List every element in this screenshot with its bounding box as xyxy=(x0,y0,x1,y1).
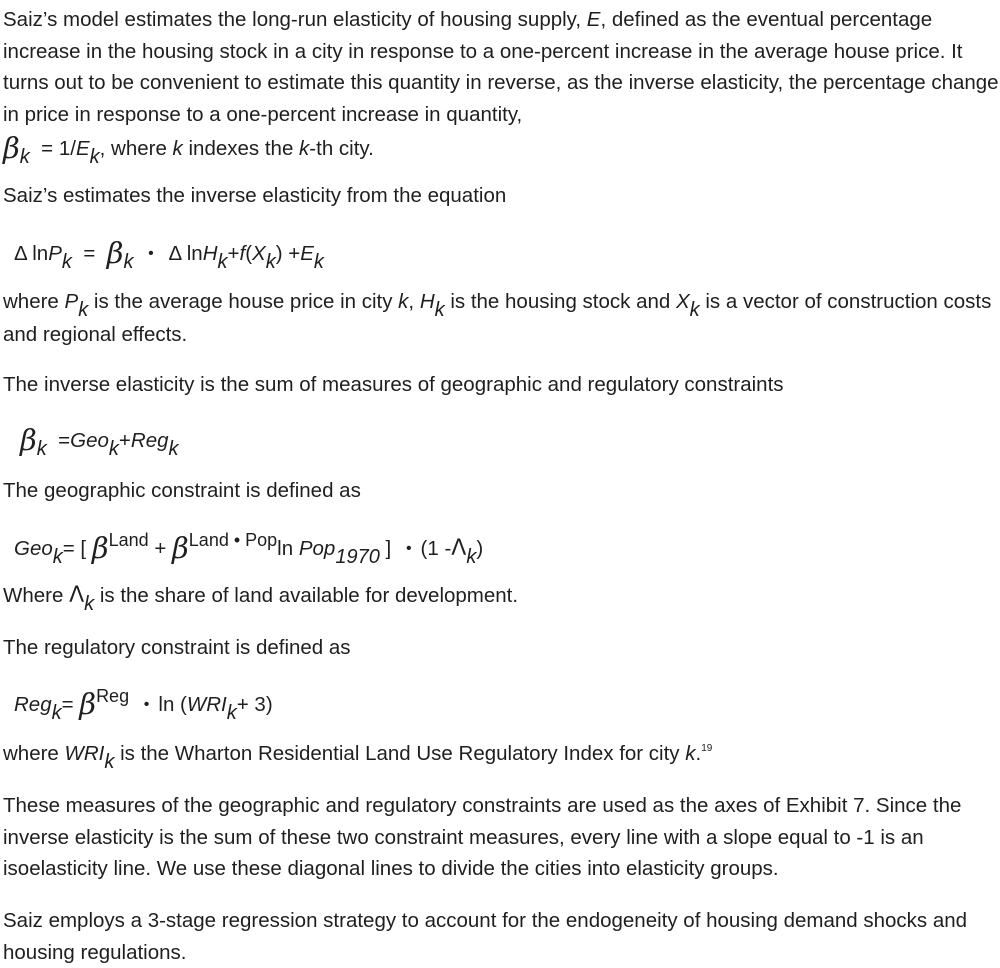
subscript-k: k xyxy=(168,438,179,460)
subscript-k: k xyxy=(61,251,72,273)
subscript-k: k xyxy=(52,546,63,568)
paren: ( xyxy=(245,242,253,265)
var-geo: Geo xyxy=(14,537,53,560)
beta-symbol: β xyxy=(172,531,189,565)
reg-intro: The regulatory constraint is defined as xyxy=(3,636,351,659)
subscript-k: k xyxy=(217,251,228,273)
text: is the housing stock and xyxy=(444,290,676,313)
subscript-k: k xyxy=(108,438,119,460)
var-x: X xyxy=(675,290,690,313)
var-reg: Reg xyxy=(14,693,52,716)
var-h: H xyxy=(419,290,435,313)
subscript-k: k xyxy=(84,593,95,615)
subscript-k: k xyxy=(123,251,134,273)
beta-symbol: β xyxy=(79,687,97,721)
superscript-reg: Reg xyxy=(96,686,130,706)
text: ln ( xyxy=(158,693,187,716)
equation-geo xyxy=(14,530,483,566)
intro-paragraph xyxy=(3,4,999,166)
text: , where xyxy=(99,137,173,160)
var-x: X xyxy=(252,242,266,265)
subscript-k: k xyxy=(466,546,477,568)
text: ) xyxy=(476,537,484,560)
equation-beta-sum xyxy=(20,422,179,460)
text: where xyxy=(3,290,65,313)
var-k: k xyxy=(299,137,310,160)
var-k: k xyxy=(172,137,183,160)
subscript-k: k xyxy=(104,751,115,773)
text: Δ ln xyxy=(14,242,49,265)
superscript-land: Land xyxy=(108,530,149,550)
beta-symbol: β xyxy=(106,236,124,270)
paren: ) + xyxy=(275,242,301,265)
text: (1 - xyxy=(420,537,452,560)
dot-operator: • xyxy=(143,696,150,713)
text: = 1/ xyxy=(41,137,76,160)
beta-symbol: β xyxy=(3,131,20,165)
equals: = xyxy=(58,429,71,452)
text: . xyxy=(695,742,702,765)
text: Δ ln xyxy=(168,242,203,265)
subscript-k: k xyxy=(36,438,47,460)
text: Where xyxy=(3,584,70,607)
beta-symbol: β xyxy=(91,531,109,565)
var-geo: Geo xyxy=(70,429,109,452)
var-p: P xyxy=(48,242,62,265)
subscript-1970: 1970 xyxy=(335,546,380,568)
text: is the average house price in city xyxy=(88,290,399,313)
text: + 3) xyxy=(236,693,273,716)
var-p: P xyxy=(64,290,79,313)
var-h: H xyxy=(202,242,218,265)
text: is the share of land available for development. xyxy=(94,584,519,607)
var-reg: Reg xyxy=(130,429,169,452)
var-wri: WRI xyxy=(64,742,105,765)
var-e: E xyxy=(586,8,601,31)
subscript-k: k xyxy=(78,299,89,321)
var-e: E xyxy=(75,137,90,160)
wri-definition xyxy=(3,738,999,774)
equals: = xyxy=(83,242,96,265)
var-k: k xyxy=(398,290,409,313)
text: is the Wharton Residential Land Use Regulatory Index for city xyxy=(114,742,686,765)
lambda-symbol: Λ xyxy=(451,536,467,561)
regression-strategy: Saiz employs a 3-stage regression strategy to account for the endogeneity of housing demand shocks and housing regulations. xyxy=(3,909,968,964)
plus: + xyxy=(227,242,240,265)
text: = [ xyxy=(62,537,87,560)
text: is a vector of construction costs and regional effects. xyxy=(3,290,992,346)
equation-price xyxy=(14,235,324,271)
exhibit-explanation: These measures of the geographic and regulatory constraints are used as the axes of Exhibit 7. Since the inverse elasticity is the sum of these two constraint measures, every line with a slope equal to -1 is an isoelasticity line. We use these diagonal lines to divide the cities into elasticity groups. xyxy=(3,794,962,880)
subscript-k: k xyxy=(265,251,276,273)
subscript-k: k xyxy=(89,146,100,168)
constraint-sum-text: The inverse elasticity is the sum of measures of geographic and regulatory constraints xyxy=(3,373,784,396)
subscript-k: k xyxy=(19,146,30,168)
var-e: E xyxy=(300,242,314,265)
equals: = xyxy=(61,693,74,716)
var-pop: Pop xyxy=(298,537,336,560)
geo-intro: The geographic constraint is defined as xyxy=(3,479,361,502)
var-wri: WRI xyxy=(186,693,227,716)
text: ln xyxy=(277,537,294,560)
subscript-k: k xyxy=(226,702,237,724)
text: ] xyxy=(385,537,392,560)
dot-operator: • xyxy=(148,245,154,262)
plus: + xyxy=(118,429,131,452)
equation-reg xyxy=(14,686,273,722)
text: where xyxy=(3,742,65,765)
variable-definitions xyxy=(3,286,999,350)
plus: + xyxy=(154,537,167,560)
superscript-land-pop: Land • Pop xyxy=(188,530,278,550)
text: -th city. xyxy=(309,137,374,160)
text: indexes the xyxy=(182,137,300,160)
equation-intro: Saiz’s estimates the inverse elasticity from the equation xyxy=(3,184,507,207)
lambda-definition xyxy=(3,580,999,613)
var-f: f xyxy=(239,242,246,265)
subscript-k: k xyxy=(51,702,62,724)
dot-operator: • xyxy=(405,540,412,557)
text: , xyxy=(408,290,420,313)
subscript-k: k xyxy=(689,299,700,321)
subscript-k: k xyxy=(434,299,445,321)
footnote-marker[interactable]: 19 xyxy=(701,743,713,754)
subscript-k: k xyxy=(313,251,324,273)
beta-symbol: β xyxy=(20,423,37,457)
text: , defined as the eventual percentage increase in the housing stock in a city in response to a one-percent increase in the average house price. It turns out to be convenient to estimate this quantity in reverse, as the inverse elasticity, the percentage change in price in response to a one-percent increase in quantity, xyxy=(3,8,999,126)
lambda-symbol: Λ xyxy=(69,583,85,608)
var-k: k xyxy=(685,742,696,765)
text: Saiz’s model estimates the long-run elasticity of housing supply, xyxy=(3,8,587,31)
